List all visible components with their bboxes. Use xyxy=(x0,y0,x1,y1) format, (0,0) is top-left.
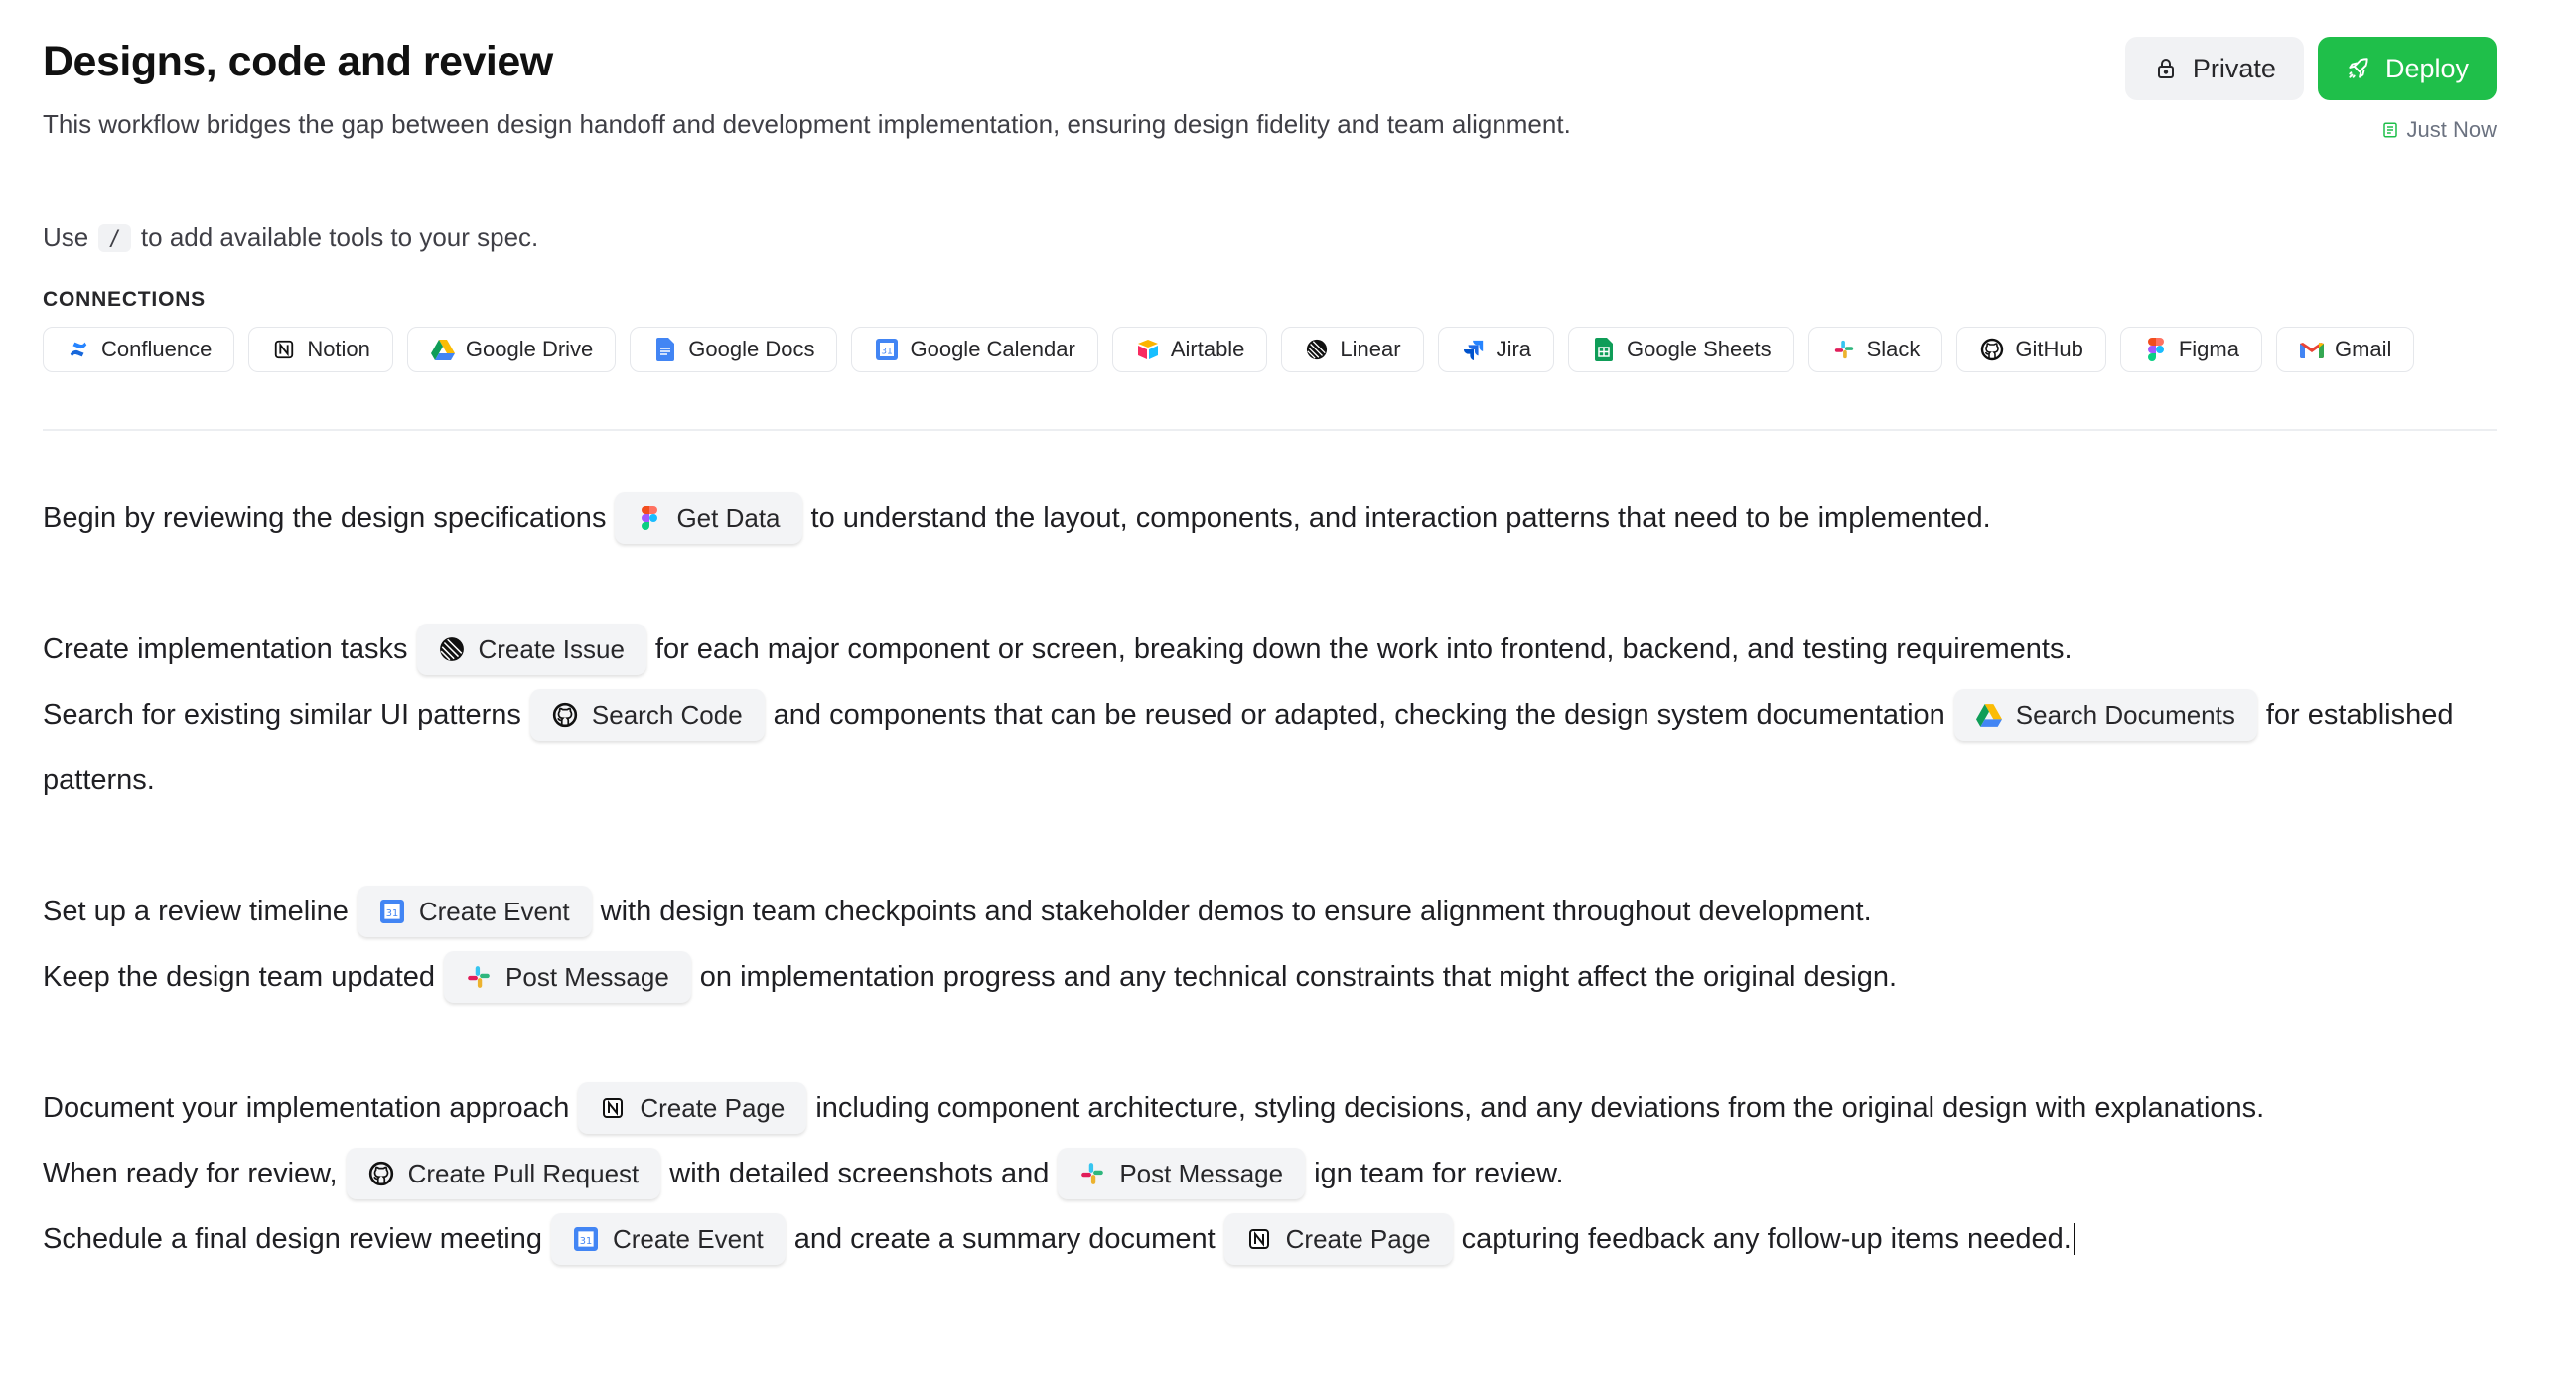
tool-label: Create Pull Request xyxy=(407,1158,640,1188)
tool-create-event[interactable] xyxy=(551,1213,786,1265)
spec-text: including component architecture, styling decisions, and any deviations from the original design with explanations. xyxy=(815,1091,2265,1124)
spec-text: with detailed screenshots and xyxy=(669,1157,1050,1189)
tool-label: Create Page xyxy=(1285,1223,1431,1254)
tool-create-page[interactable] xyxy=(1224,1213,1453,1265)
connection-google-calendar[interactable] xyxy=(851,327,1097,372)
linear-icon xyxy=(1304,337,1330,362)
slack-icon xyxy=(466,964,492,990)
google-drive-icon xyxy=(430,337,456,362)
spec-text: for established xyxy=(2265,698,2454,731)
connection-google-drive[interactable] xyxy=(407,327,616,372)
tool-label: Create Event xyxy=(612,1223,764,1254)
google-sheets-icon xyxy=(1591,337,1617,362)
tool-create-pull-request[interactable] xyxy=(347,1148,661,1199)
spec-text: to understand the layout, components, and interaction patterns that need to be implemented. xyxy=(810,501,1991,534)
notion-icon xyxy=(600,1095,626,1121)
tool-search-documents[interactable] xyxy=(1954,689,2257,741)
private-button[interactable] xyxy=(2125,37,2304,100)
connection-label: Linear xyxy=(1340,337,1401,361)
tool-label: Post Message xyxy=(505,961,669,992)
spec-text: patterns. xyxy=(43,764,155,796)
spec-text: with design team checkpoints and stakeholder demos to ensure alignment throughout development. xyxy=(600,895,1872,927)
deploy-button[interactable] xyxy=(2318,37,2497,100)
private-label: Private xyxy=(2192,53,2276,83)
connection-label: Notion xyxy=(307,337,370,361)
github-icon xyxy=(552,702,578,728)
svg-text:31: 31 xyxy=(385,907,399,919)
spec-text: and create a summary document xyxy=(793,1222,1216,1255)
figma-icon xyxy=(2143,337,2169,362)
tool-label: Search Code xyxy=(591,699,743,730)
saved-icon xyxy=(2381,121,2399,139)
spec-text: Begin by reviewing the design specifications xyxy=(43,501,607,534)
connection-label: Google Docs xyxy=(688,337,815,361)
connection-label: Google Sheets xyxy=(1627,337,1772,361)
tool-create-issue[interactable] xyxy=(417,624,646,675)
connection-airtable[interactable] xyxy=(1112,327,1268,372)
tool-get-data[interactable] xyxy=(615,492,801,544)
linear-icon xyxy=(439,636,465,662)
notion-icon xyxy=(1246,1226,1272,1252)
confluence-icon xyxy=(66,337,91,362)
save-status-text: Just Now xyxy=(2406,117,2497,142)
github-icon xyxy=(368,1161,394,1186)
figma-icon xyxy=(637,505,662,531)
connections-list xyxy=(43,327,2414,372)
top-actions xyxy=(2125,37,2497,100)
spec-line xyxy=(43,617,2496,682)
connection-github[interactable] xyxy=(1956,327,2105,372)
tool-search-code[interactable] xyxy=(530,689,765,741)
airtable-icon xyxy=(1135,337,1161,362)
spec-blank-line xyxy=(43,551,2496,617)
connection-linear[interactable] xyxy=(1281,327,1423,372)
spec-text: and components that can be reused or adapted, checking the design system documentation xyxy=(773,698,1945,731)
spec-text: Schedule a final design review meeting xyxy=(43,1222,542,1255)
google-drive-icon xyxy=(1976,702,2002,728)
gmail-icon xyxy=(2299,337,2325,362)
connection-label: Google Calendar xyxy=(910,337,1075,361)
tool-label: Create Issue xyxy=(478,633,625,664)
connection-slack[interactable] xyxy=(1808,327,1943,372)
google-calendar-icon xyxy=(573,1226,599,1252)
jira-icon xyxy=(1461,337,1487,362)
hint-text-after: to add available tools to your spec. xyxy=(140,222,539,252)
spec-text: Keep the design team updated xyxy=(43,960,436,993)
slash-hint xyxy=(43,222,538,253)
spec-line xyxy=(43,748,2496,813)
page-description[interactable]: This workflow bridges the gap between design handoff and development implementation, ensuring design fidelity and team alignment. xyxy=(43,109,1571,139)
spec-line xyxy=(43,1206,2496,1272)
google-calendar-icon xyxy=(874,337,900,362)
tool-label: Search Documents xyxy=(2015,699,2235,730)
connection-label: Gmail xyxy=(2334,337,2392,361)
svg-text:31: 31 xyxy=(881,347,894,357)
connection-gmail[interactable] xyxy=(2276,327,2414,372)
connection-label: Jira xyxy=(1496,337,1532,361)
section-divider xyxy=(43,429,2497,431)
spec-text: When ready for review, xyxy=(43,1157,338,1189)
tool-create-page[interactable] xyxy=(578,1082,806,1134)
spec-text: for each major component or screen, breaking down the work into frontend, backend, and testing requirements. xyxy=(654,632,2073,665)
spec-line xyxy=(43,682,2496,748)
connection-label: Google Drive xyxy=(465,337,594,361)
connection-google-docs[interactable] xyxy=(630,327,837,372)
notion-icon xyxy=(271,337,297,362)
spec-editor[interactable] xyxy=(43,486,2496,1272)
spec-text: on implementation progress and any technical constraints that might affect the original design. xyxy=(699,960,1898,993)
spec-blank-line xyxy=(43,1010,2496,1075)
connection-label: Confluence xyxy=(101,337,213,361)
spec-line xyxy=(43,1141,2496,1206)
connection-label: Figma xyxy=(2178,337,2239,361)
spec-line xyxy=(43,879,2496,944)
slack-icon xyxy=(1831,337,1857,362)
connections-label: CONNECTIONS xyxy=(43,288,206,311)
deploy-label: Deploy xyxy=(2384,53,2469,83)
save-status xyxy=(2381,117,2497,143)
spec-text: Search for existing similar UI patterns xyxy=(43,698,521,731)
tool-label: Get Data xyxy=(676,502,781,533)
spec-blank-line xyxy=(43,813,2496,879)
tool-create-event[interactable] xyxy=(358,886,592,937)
text-cursor xyxy=(2074,1223,2075,1255)
tool-label: Create Page xyxy=(640,1092,786,1123)
connection-figma[interactable] xyxy=(2120,327,2262,372)
google-calendar-icon xyxy=(379,899,405,924)
tool-post-message[interactable] xyxy=(1058,1148,1305,1199)
hint-text-before: Use xyxy=(43,222,89,252)
lock-icon xyxy=(2153,56,2179,81)
spec-text: Create implementation tasks xyxy=(43,632,408,665)
tool-post-message[interactable] xyxy=(444,951,691,1003)
connection-label: Airtable xyxy=(1170,337,1245,361)
connection-label: GitHub xyxy=(2015,337,2083,361)
connection-google-sheets[interactable] xyxy=(1568,327,1794,372)
slack-icon xyxy=(1079,1161,1105,1186)
spec-line xyxy=(43,486,2496,551)
svg-text:31: 31 xyxy=(579,1235,593,1247)
connection-notion[interactable] xyxy=(248,327,393,372)
tool-label: Post Message xyxy=(1119,1158,1284,1188)
connection-confluence[interactable] xyxy=(43,327,234,372)
spec-text: ign team for review. xyxy=(1314,1157,1564,1189)
github-icon xyxy=(1979,337,2005,362)
tool-label: Create Event xyxy=(418,896,570,926)
spec-text: capturing feedback any follow-up items needed. xyxy=(1461,1222,2072,1255)
spec-line xyxy=(43,944,2496,1010)
rocket-icon xyxy=(2346,56,2371,81)
connection-label: Slack xyxy=(1866,337,1921,361)
spec-text: Set up a review timeline xyxy=(43,895,349,927)
page-title[interactable]: Designs, code and review xyxy=(43,38,553,85)
slash-key: / xyxy=(98,224,131,252)
spec-line xyxy=(43,1075,2496,1141)
spec-text: Document your implementation approach xyxy=(43,1091,570,1124)
connection-jira[interactable] xyxy=(1438,327,1554,372)
google-docs-icon xyxy=(652,337,678,362)
